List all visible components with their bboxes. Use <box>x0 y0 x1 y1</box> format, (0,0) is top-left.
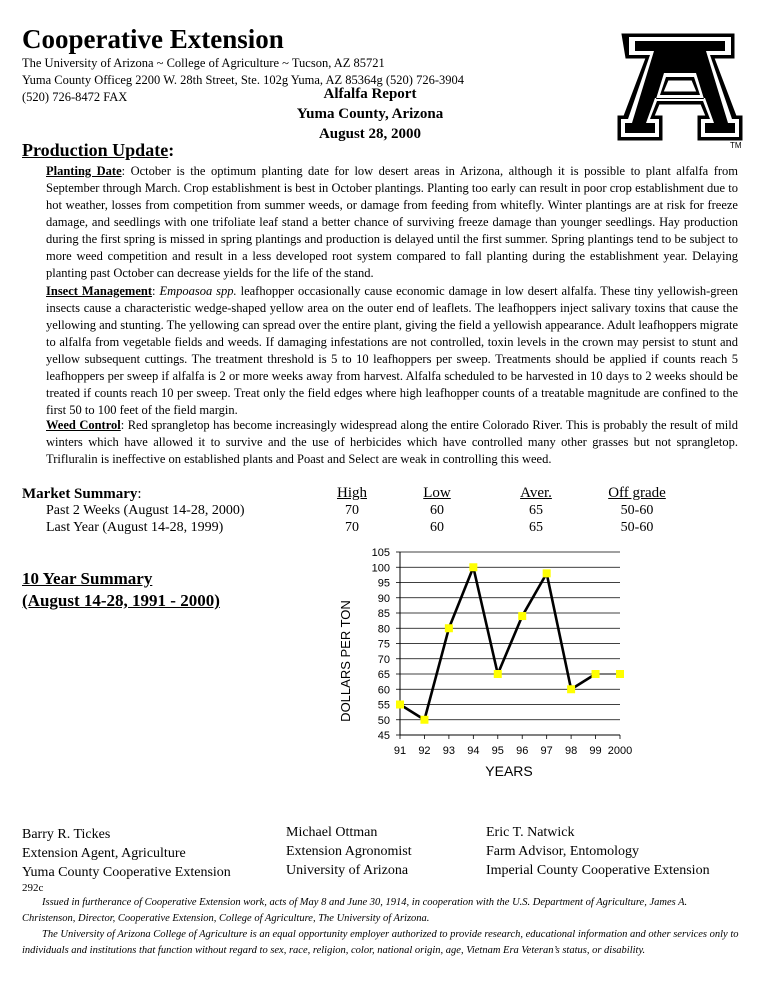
market-row-label: Last Year (August 14-28, 1999) <box>46 520 224 535</box>
chart-data-point <box>445 624 453 632</box>
market-cell: 60 <box>430 503 444 518</box>
market-col-average: Aver. <box>520 485 552 501</box>
report-date: August 28, 2000 <box>318 126 422 142</box>
chart-y-tick-label: 105 <box>371 547 390 559</box>
chart-x-tick-label: 98 <box>564 745 578 757</box>
market-cell: 50-60 <box>620 520 654 535</box>
chart-y-tick-label: 95 <box>377 577 390 590</box>
insect-management-sep: : <box>152 284 160 298</box>
page-title: Cooperative Extension <box>22 24 284 54</box>
signature-block <box>286 823 412 880</box>
market-summary-heading <box>22 486 142 503</box>
footer-line-2: The University of Arizona College of Agriculture is an equal opportunity employer authorized to provide research, educational information and other services only to individuals and institutions that function without regard to sex, race, religion, color, national origin, age, Vietnam Era Veteran’s status, or disability. <box>22 929 739 956</box>
chart-line-segment <box>522 573 546 616</box>
chart-x-tick-label: 95 <box>491 745 504 757</box>
chart-y-tick-label: 55 <box>377 699 390 712</box>
market-cell: 70 <box>345 520 359 535</box>
chart-y-tick-label: 75 <box>377 638 390 651</box>
report-title: Alfalfa Report <box>323 86 417 102</box>
production-update-heading <box>22 140 174 161</box>
signature-name: Michael Ottman <box>286 825 378 840</box>
chart-data-point <box>616 670 624 678</box>
signature-block <box>486 823 710 880</box>
market-summary-colon: : <box>137 486 142 502</box>
chart-x-ticks <box>394 745 632 757</box>
chart-y-tick-label: 50 <box>377 714 390 727</box>
planting-date-paragraph <box>46 163 738 282</box>
report-location: Yuma County, Arizona <box>296 106 444 122</box>
signature-title: Extension Agronomist <box>286 844 412 859</box>
header-fax-line: (520) 726-8472 FAX <box>22 90 128 104</box>
chart-y-axis-label: DOLLARS PER TON <box>338 600 353 722</box>
chart-data-point <box>543 569 551 577</box>
chart-x-tick-label: 2000 <box>607 745 633 757</box>
weed-control-label: Weed Control <box>46 418 121 432</box>
chart-data-point <box>518 612 526 620</box>
insect-management-text: leafhopper occasionally cause economic damage in low desert alfalfa. These tiny yellowish-green insects cause a characteristic wedge-shaped yellow area on the outer end of leaflets. The leafhoppers inject salivary toxins that cause the yellowing and stunting. The yellowing can spread over the entire plant, giving the field a yellowish appearance. Adult leafhoppers migrate to alfalfa from vegetable fields and weeds. If damaging infestations are not controlled, toxin levels in the crown may persist to stunt and yellow subsequent cuttings. The treatment threshold is 5 to 10 leafhoppers per sweep. Treatments should be applied if counts reach 5 leafhoppers per sweep if alfalfa is 2 or more weeks away from harvest. Alfalfa scheduled to be harvested in 10 days to 2 weeks should be treated if counts reach 10 per sweep. Treat only the field edges where high leafhopper counts of a treatable magnitude are confined to the first 50 to 100 feet of the field margin. <box>46 284 738 417</box>
signature-org: Imperial County Cooperative Extension <box>486 863 710 878</box>
signature-org: Yuma County Cooperative Extension <box>22 865 231 880</box>
market-col-off-grade: Off grade <box>608 485 666 501</box>
chart-x-tick-label: 97 <box>540 745 553 757</box>
header-office-line: Yuma County Officeg 2200 W. 28th Street, Ste. 102g Yuma, AZ 85364g (520) 726-3904 <box>22 73 464 87</box>
market-cell: 65 <box>529 520 543 535</box>
insect-management-label: Insect Management <box>46 284 153 298</box>
chart-data-point <box>592 670 600 678</box>
market-row-label: Past 2 Weeks (August 14-28, 2000) <box>46 503 245 518</box>
production-update-title: Production Update <box>22 140 169 160</box>
chart-x-tick-label: 99 <box>589 745 602 757</box>
chart-x-tick-label: 93 <box>442 745 456 757</box>
header-address-line: The University of Arizona ~ College of Agriculture ~ Tucson, AZ 85721 <box>22 56 385 70</box>
chart-x-tick-label: 92 <box>418 745 431 757</box>
chart-line-segment <box>473 567 497 674</box>
planting-date-text: : October is the optimum planting date for low desert areas in Arizona, although it is possible to plant alfalfa from September through March. Crop establishment is best in October plantings. Planting too early can result in poor crop establishment due to hot weather, losses from competition from summer weeds, or damage from feeding from whitefly. Winter plantings are at risk for freeze damage, and seedlings with one trifoliate leaf stand a better chance of surviving freeze damage than younger seedlings. Hay production during the first spring is missed in spring plantings and production is delayed until the first summer. Spring plantings tend to be subject to more weed competition and result in a less developed root system compared to fall planting during the establishment year. Delaying planting past October can decrease yields for the life of the stand. <box>46 164 738 280</box>
signature-title: Farm Advisor, Entomology <box>486 844 640 859</box>
production-update-colon: : <box>168 140 175 160</box>
chart-y-tick-label: 80 <box>377 623 390 636</box>
market-col-low: Low <box>423 485 451 501</box>
footer-line-1: Issued in furtherance of Cooperative Extension work, acts of May 8 and June 30, 1914, in cooperation with the U.S. Department of Agriculture, James A. Christenson, Director, Cooperative Extension, College of Agriculture, The University of Arizona. <box>22 897 688 924</box>
price-line-chart <box>330 540 660 785</box>
chart-line-segment <box>547 573 571 689</box>
signature-title: Extension Agent, Agriculture <box>22 846 186 861</box>
ten-year-summary-title <box>22 568 220 612</box>
chart-data-point <box>567 685 575 693</box>
insect-species: Empoasoa spp. <box>159 284 237 298</box>
signature-block <box>22 825 231 882</box>
chart-x-tick-label: 96 <box>516 745 529 757</box>
chart-line-segment <box>498 616 522 674</box>
planting-date-label: Planting Date <box>46 164 122 178</box>
market-cell: 70 <box>345 503 359 518</box>
weed-control-paragraph <box>46 417 738 468</box>
chart-y-tick-label: 60 <box>377 684 390 697</box>
chart-data-point <box>396 701 404 709</box>
market-summary-title: Market Summary <box>22 486 138 502</box>
market-col-high: High <box>337 485 367 501</box>
chart-x-axis-label: YEARS <box>485 763 533 779</box>
document-code: 292c <box>22 882 44 894</box>
chart-y-tick-label: 45 <box>377 730 390 742</box>
weed-control-text: : Red sprangletop has become increasingly widespread along the entire Colorado River. This is probably the result of mild winters which have allowed it to survive and the use of herbicides which have controlled many other grasses but not sprangletop. Trifluralin is ineffective on established plants and Poast and Select are weak in controlling this weed. <box>46 418 738 466</box>
chart-y-tick-label: 85 <box>377 608 390 620</box>
chart-data-point <box>420 716 428 724</box>
chart-y-tick-label: 100 <box>371 562 390 575</box>
university-logo <box>612 28 748 148</box>
market-cell: 60 <box>430 520 444 535</box>
chart-y-tick-label: 70 <box>377 653 390 666</box>
market-cell: 50-60 <box>620 503 654 518</box>
signature-name: Barry R. Tickes <box>22 827 111 842</box>
chart-y-tick-label: 65 <box>377 669 390 681</box>
signature-org: University of Arizona <box>286 863 409 878</box>
signature-name: Eric T. Natwick <box>486 825 575 840</box>
chart-x-tick-label: 91 <box>393 745 407 757</box>
chart-grid <box>396 552 620 739</box>
chart-data-point <box>469 563 477 571</box>
ten-year-summary-line1: 10 Year Summary <box>22 569 153 588</box>
chart-data-point <box>494 670 502 678</box>
chart-y-tick-label: 90 <box>377 592 390 605</box>
market-cell: 65 <box>529 503 543 518</box>
ten-year-summary-line2: (August 14-28, 1991 - 2000) <box>22 591 220 610</box>
chart-x-tick-label: 94 <box>467 745 480 757</box>
chart-y-ticks <box>372 547 390 742</box>
insect-management-paragraph <box>46 283 738 419</box>
trademark-label: TM <box>730 141 742 148</box>
